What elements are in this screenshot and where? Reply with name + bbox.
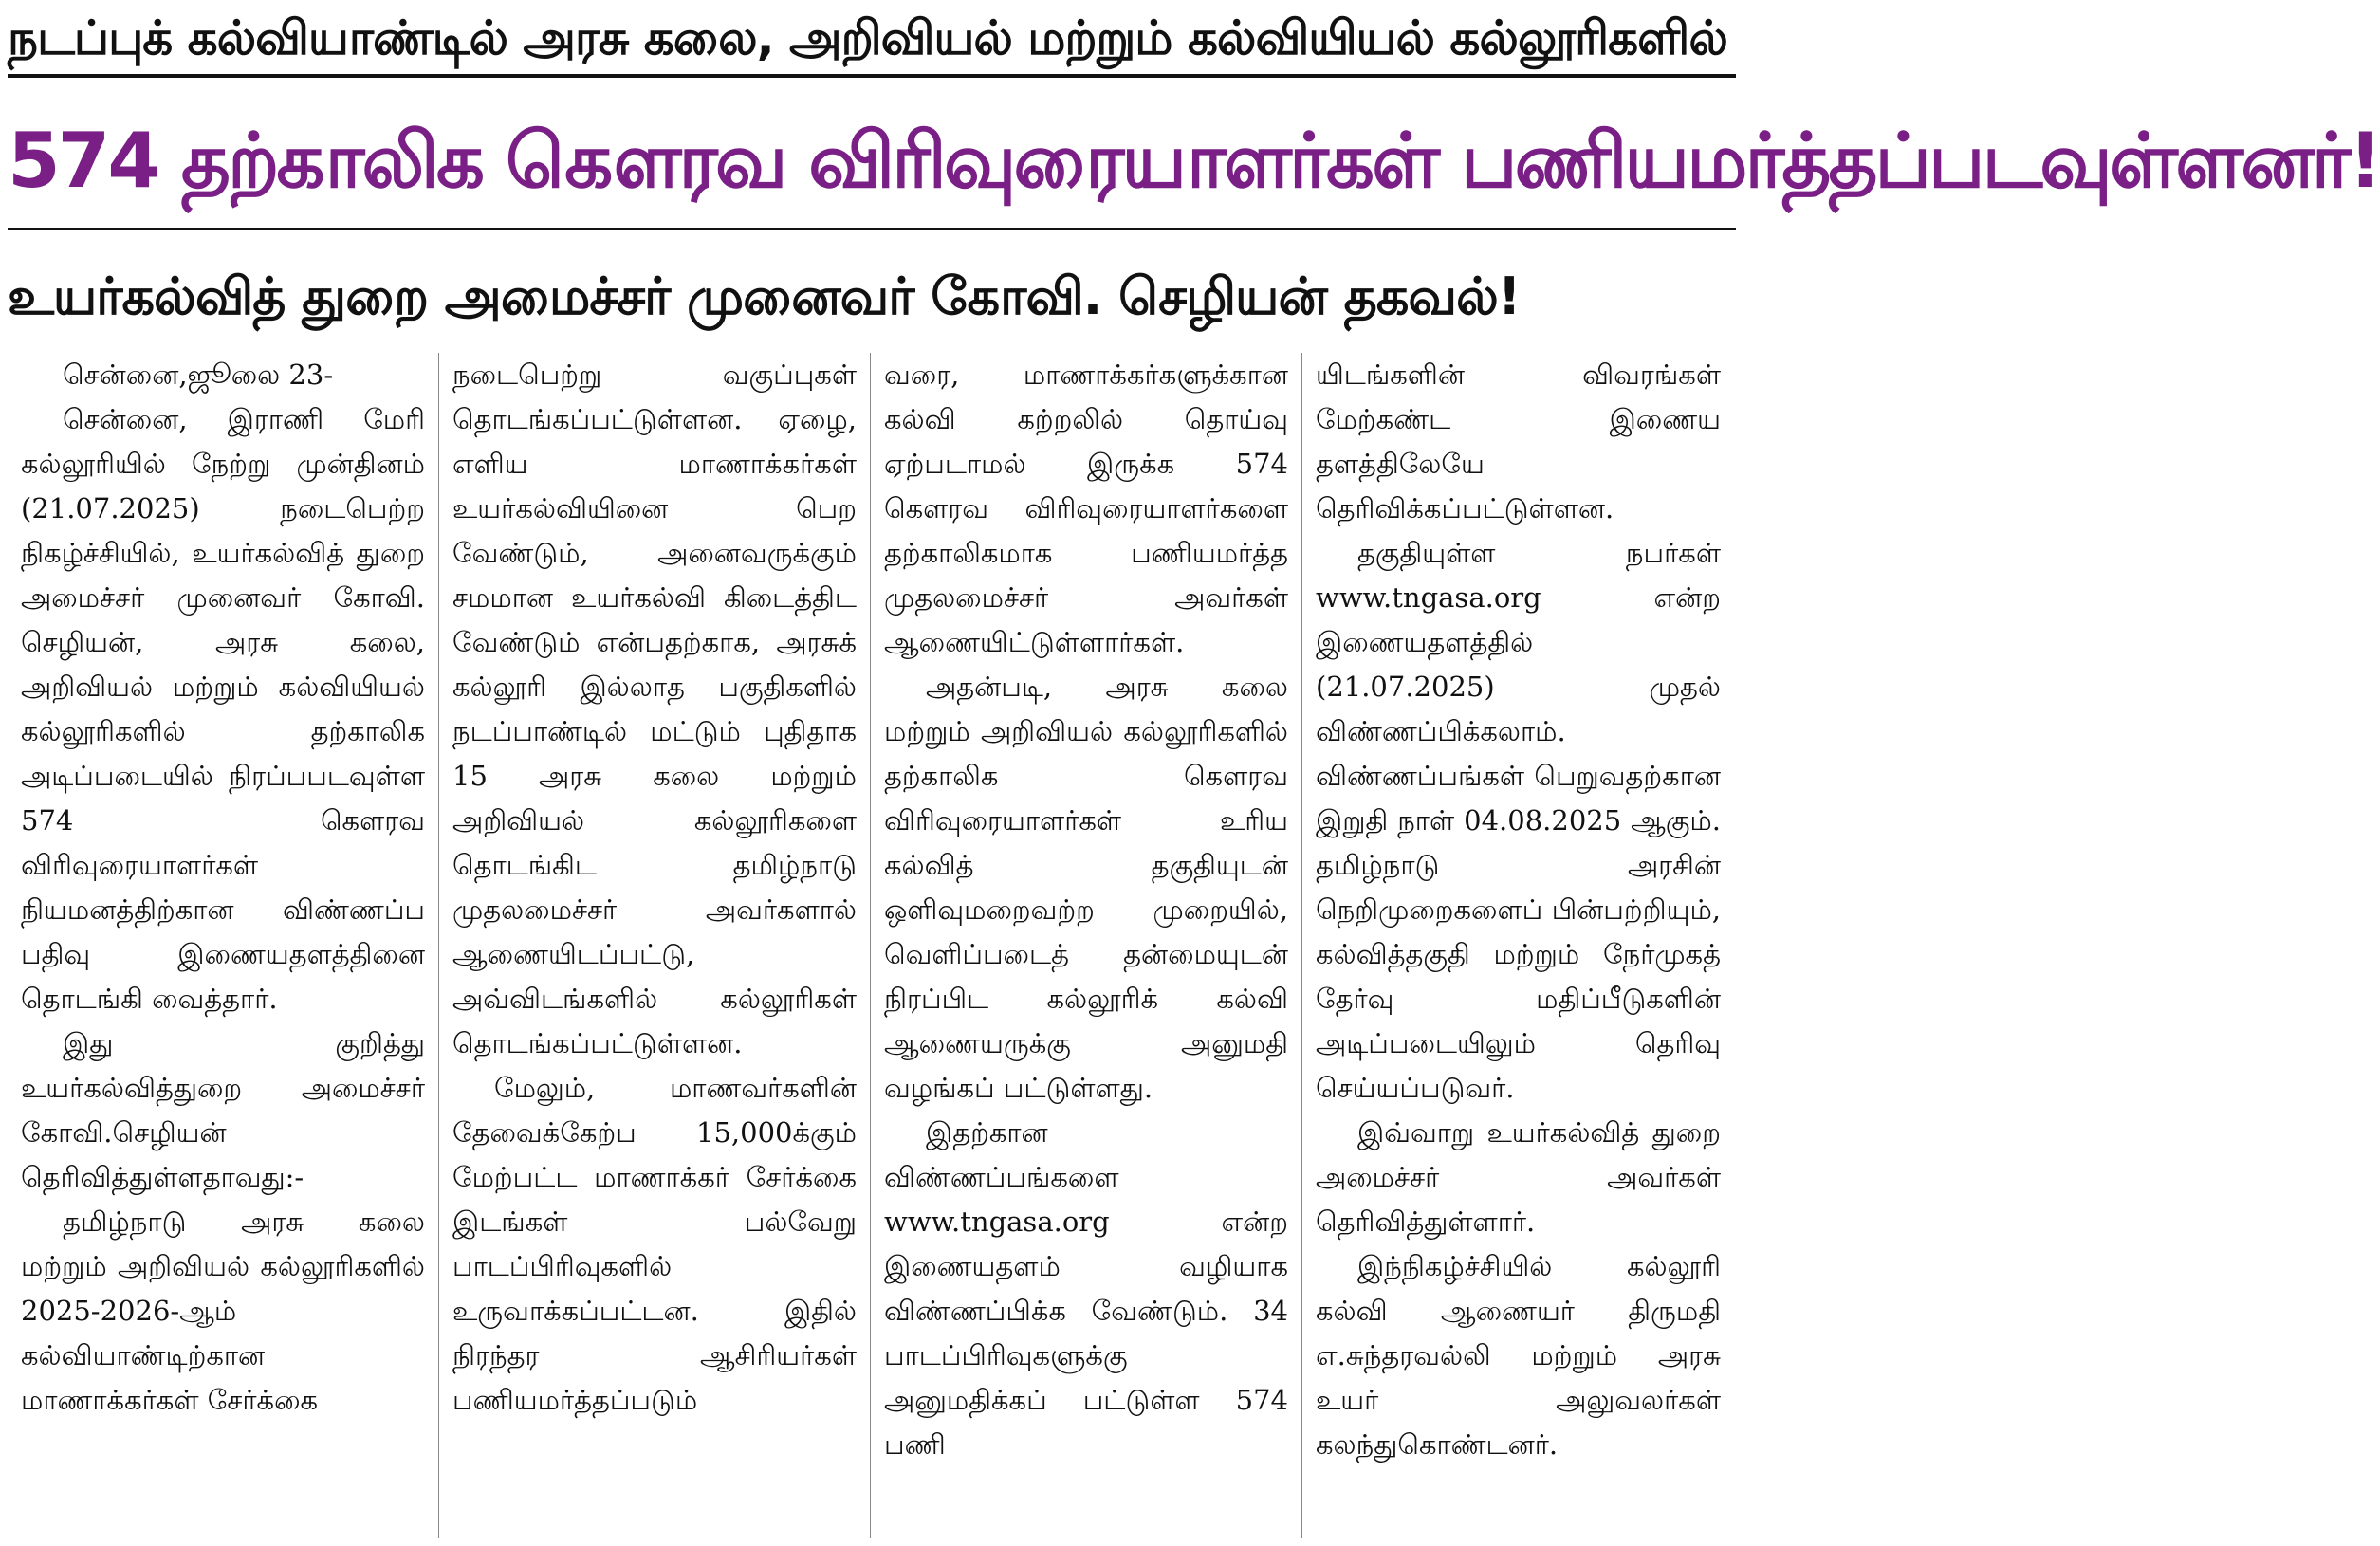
paragraph: அதன்படி, அரசு கலை மற்றும் அறிவியல் கல்லூரிகளில் தற்காலிக கௌரவ விரிவுரையாளர்கள் உரிய கல்வித் தகுதியுடன் ஒளிவுமறைவற்ற முறையில், வெளிப்படைத் தன்மையுடன் நிரப்பிட கல்லூரிக் கல்வி ஆணையருக்கு அனுமதி வழங்கப் பட்டுள்ளது. xyxy=(884,671,1288,1104)
headline: 574 தற்காலிக கௌரவ விரிவுரையாளர்கள் பணியமர்த்தப்படவுள்ளனர்! xyxy=(8,95,1736,230)
paragraph: இவ்வாறு உயர்கல்வித் துறை அமைச்சர் அவர்கள் தெரிவித்துள்ளார். xyxy=(1316,1116,1721,1238)
column-3 xyxy=(871,353,1302,1538)
paragraph: யிடங்களின் விவரங்கள் மேற்கண்ட இணைய தளத்திலேயே தெரிவிக்கப்பட்டுள்ளன. xyxy=(1316,359,1721,525)
paragraph: நடைபெற்று வகுப்புகள் தொடங்கப்பட்டுள்ளன. ஏழை, எளிய மாணாக்கர்கள் உயர்கல்வியினை பெற வேண்டும், அனைவருக்கும் சமமான உயர்கல்வி கிடைத்திட வேண்டும் என்பதற்காக, அரசுக் கல்லூரி இல்லாத பகுதிகளில் நடப்பாண்டில் மட்டும் புதிதாக 15 அரசு கலை மற்றும் அறிவியல் கல்லூரிகளை தொடங்கிட தமிழ்நாடு முதலமைச்சர் அவர்களால் ஆணையிடப்பட்டு, அவ்விடங்களில் கல்லூரிகள் தொடங்கப்பட்டுள்ளன. xyxy=(452,359,857,1059)
paragraph: இதற்கான விண்ணப்பங்களை www.tngasa.org என்ற இணையதளம் வழியாக விண்ணப்பிக்க வேண்டும். 34 பாடப்பிரிவுகளுக்கு அனுமதிக்கப் பட்டுள்ள 574 பணி xyxy=(884,1116,1288,1461)
paragraph: தமிழ்நாடு அரசு கலை மற்றும் அறிவியல் கல்லூரிகளில் 2025-2026-ஆம் கல்வியாண்டிற்கான மாணாக்கர்கள் சேர்க்கை xyxy=(21,1206,425,1416)
paragraph: இந்நிகழ்ச்சியில் கல்லூரி கல்வி ஆணையர் திருமதி எ.சுந்தரவல்லி மற்றும் அரசு உயர் அலுவலர்கள் கலந்துகொண்டனர். xyxy=(1316,1250,1721,1461)
paragraph: இது குறித்து உயர்கல்வித்துறை அமைச்சர் கோவி.செழியன் தெரிவித்துள்ளதாவது:- xyxy=(21,1027,425,1193)
article-columns xyxy=(8,353,1736,1538)
paragraph: வரை, மாணாக்கர்களுக்கான கல்வி கற்றலில் தொய்வு ஏற்படாமல் இருக்க 574 கௌரவ விரிவுரையாளர்களை தற்காலிகமாக பணியமர்த்த முதலமைச்சர் அவர்கள் ஆணையிட்டுள்ளார்கள். xyxy=(884,359,1288,658)
subheadline: உயர்கல்வித் துறை அமைச்சர் முனைவர் கோவி. செழியன் தகவல்! xyxy=(8,267,1521,326)
paragraph: தகுதியுள்ள நபர்கள் www.tngasa.org என்ற இணையதளத்தில் (21.07.2025) முதல் விண்ணப்பிக்கலாம். விண்ணப்பங்கள் பெறுவதற்கான இறுதி நாள் 04.08.2025 ஆகும். தமிழ்நாடு அரசின் நெறிமுறைகளைப் பின்பற்றியும், கல்வித்தகுதி மற்றும் நேர்முகத் தேர்வு மதிப்பீடுகளின் அடிப்படையிலும் தெரிவு செய்யப்படுவர். xyxy=(1316,537,1721,1104)
column-4 xyxy=(1302,353,1734,1538)
paragraph: மேலும், மாணவர்களின் தேவைக்கேற்ப 15,000க்கும் மேற்பட்ட மாணாக்கர் சேர்க்கை இடங்கள் பல்வேறு பாடப்பிரிவுகளில் உருவாக்கப்பட்டன. இதில் நிரந்தர ஆசிரியர்கள் பணியமர்த்தப்படும் xyxy=(452,1072,857,1416)
kicker-line: நடப்புக் கல்வியாண்டில் அரசு கலை, அறிவியல் மற்றும் கல்வியியல் கல்லூரிகளில் xyxy=(8,6,1736,78)
column-2 xyxy=(439,353,871,1538)
dateline: சென்னை,ஜூலை 23- xyxy=(63,359,334,391)
paragraph: சென்னை, இராணி மேரி கல்லூரியில் நேற்று முன்தினம் (21.07.2025) நடைபெற்ற நிகழ்ச்சியில், உயர்கல்வித் துறை அமைச்சர் முனைவர் கோவி. செழியன், அரசு கலை, அறிவியல் மற்றும் கல்வியியல் கல்லூரிகளில் தற்காலிக அடிப்படையில் நிரப்பபடவுள்ள 574 கௌரவ விரிவுரையாளர்கள் நியமனத்திற்கான விண்ணப்ப பதிவு இணையதளத்தினை தொடங்கி வைத்தார். xyxy=(21,403,425,1015)
column-1 xyxy=(8,353,439,1538)
